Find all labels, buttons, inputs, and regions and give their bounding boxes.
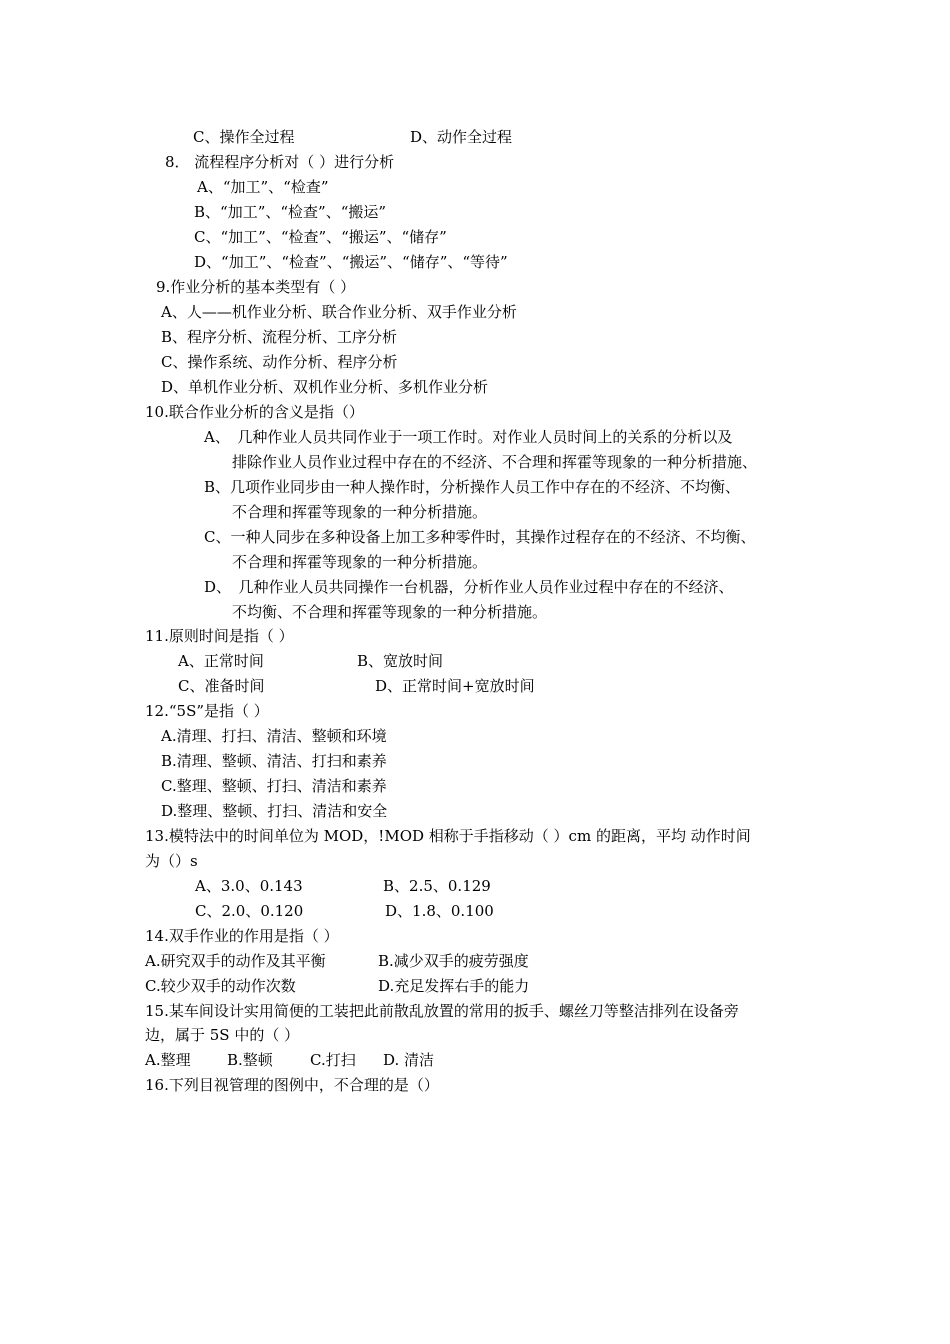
q12-option-c: C.整理、整顿、打扫、清洁和素养 xyxy=(161,777,387,795)
q13-option-b: B、2.5、0.129 xyxy=(383,877,491,895)
q10-option-c: C、一种人同步在多种设备上加工多种零件时，其操作过程存在的不经济、不均衡、 xyxy=(204,528,756,546)
q8-option-d: D、“加工”、“检查”、“搬运”、“储存”、“等待” xyxy=(194,253,508,271)
q9-question: 9.作业分析的基本类型有（ ） xyxy=(156,278,356,296)
q8-option-c: C、“加工”、“检查”、“搬运”、“储存” xyxy=(194,228,447,246)
q12-option-a: A.清理、打扫、清洁、整顿和环境 xyxy=(161,727,387,745)
q11-option-a: A、正常时间 xyxy=(178,652,264,670)
q10-option-c-cont: 不合理和挥霍等现象的一种分析措施。 xyxy=(232,553,488,571)
q15-option-a: A.整理 xyxy=(145,1051,191,1069)
q15-option-b: B.整顿 xyxy=(227,1051,273,1069)
q13-question-cont: 为（）s xyxy=(145,852,198,870)
q13-question: 13.模特法中的时间单位为 MOD，!MOD 相称于手指移动（ ）cm 的距离，平均 动作时间 xyxy=(145,827,751,845)
q9-option-c: C、操作系统、动作分析、程序分析 xyxy=(161,353,398,371)
q7-option-d: D、动作全过程 xyxy=(410,128,513,146)
q7-option-c: C、操作全过程 xyxy=(193,128,295,146)
q11-option-d: D、正常时间+宽放时间 xyxy=(375,677,535,695)
q14-option-a: A.研究双手的动作及其平衡 xyxy=(145,952,326,970)
q14-question: 14.双手作业的作用是指（ ） xyxy=(145,927,339,945)
q13-option-d: D、1.8、0.100 xyxy=(385,902,494,920)
q10-option-b: B、几项作业同步由一种人操作时，分析操作人员工作中存在的不经济、不均衡、 xyxy=(204,478,741,496)
q10-option-a: A、 几种作业人员共同作业于一项工作时。对作业人员时间上的关系的分析以及 xyxy=(204,428,733,446)
q10-option-a-cont: 排除作业人员作业过程中存在的不经济、不合理和挥霍等现象的一种分析措施、 xyxy=(232,453,758,471)
q8-option-a: A、“加工”、“检查” xyxy=(197,178,329,196)
q15-question-cont: 边，属于 5S 中的（ ） xyxy=(145,1026,300,1044)
q10-option-d-cont: 不均衡、不合理和挥霍等现象的一种分析措施。 xyxy=(232,603,548,621)
q10-option-d: D、 几种作业人员共同操作一台机器，分析作业人员作业过程中存在的不经济、 xyxy=(204,578,734,596)
q8-question: 8． 流程程序分析对（ ）进行分析 xyxy=(165,153,395,171)
q15-question: 15.某车间设计实用简便的工装把此前散乱放置的常用的扳手、螺丝刀等整洁排列在设备旁 xyxy=(145,1002,739,1020)
q13-option-a: A、3.0、0.143 xyxy=(195,877,303,895)
q14-option-b: B.减少双手的疲劳强度 xyxy=(378,952,529,970)
q16-question: 16.下列目视管理的图例中，不合理的是（） xyxy=(145,1076,439,1094)
q12-option-d: D.整理、整顿、打扫、清洁和安全 xyxy=(161,802,388,820)
q14-option-c: C.较少双手的动作次数 xyxy=(145,977,296,995)
q9-option-d: D、单机作业分析、双机作业分析、多机作业分析 xyxy=(161,378,489,396)
q12-option-b: B.清理、整顿、清洁、打扫和素养 xyxy=(161,752,387,770)
q10-option-b-cont: 不合理和挥霍等现象的一种分析措施。 xyxy=(232,503,488,521)
q10-question: 10.联合作业分析的含义是指（） xyxy=(145,403,364,421)
q14-option-d: D.充足发挥右手的能力 xyxy=(378,977,530,995)
q13-option-c: C、2.0、0.120 xyxy=(195,902,304,920)
q15-option-c: C.打扫 xyxy=(310,1051,356,1069)
q12-question: 12.“5S”是指（ ） xyxy=(145,702,269,720)
q11-question: 11.原则时间是指（ ） xyxy=(145,627,294,645)
q11-option-c: C、准备时间 xyxy=(178,677,265,695)
q11-option-b: B、宽放时间 xyxy=(357,652,444,670)
q15-option-d: D. 清洁 xyxy=(383,1051,435,1069)
q8-option-b: B、“加工”、“检查”、“搬运” xyxy=(194,203,387,221)
q9-option-a: A、人——机作业分析、联合作业分析、双手作业分析 xyxy=(161,303,517,321)
q9-option-b: B、程序分析、流程分析、工序分析 xyxy=(161,328,398,346)
